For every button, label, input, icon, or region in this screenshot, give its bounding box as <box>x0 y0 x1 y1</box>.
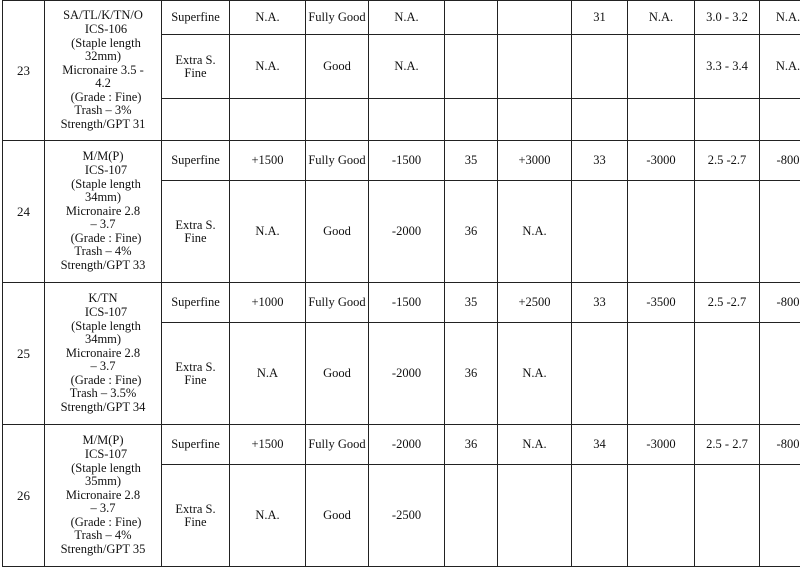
variety-description-cell <box>45 425 162 567</box>
variety-line: 32mm) <box>47 50 159 64</box>
variety-line: (Grade : Fine) <box>47 516 159 530</box>
value-cell-c10 <box>695 465 760 567</box>
variety-line: (Grade : Fine) <box>47 91 159 105</box>
variety-line: Strength/GPT 34 <box>47 401 159 415</box>
variety-line: (Staple length <box>47 37 159 51</box>
value-cell-c6 <box>445 465 498 567</box>
value-cell-c8: 34 <box>572 425 628 465</box>
value-cell-c10: 3.3 - 3.4 <box>695 35 760 99</box>
value-cell-c4: Fully Good <box>306 283 369 323</box>
value-cell-c10: 2.5 -2.7 <box>695 141 760 181</box>
variety-line: ICS-107 <box>47 164 159 178</box>
value-cell-c3: N.A. <box>230 1 306 35</box>
value-cell-c4: Good <box>306 35 369 99</box>
value-cell-c11 <box>760 99 800 141</box>
grade-cell: Extra S. Fine <box>162 181 230 283</box>
value-cell-c7: N.A. <box>498 181 572 283</box>
variety-description-cell <box>45 283 162 425</box>
grade-cell: Superfine <box>162 425 230 465</box>
value-cell-c3 <box>230 99 306 141</box>
value-cell-c4: Fully Good <box>306 141 369 181</box>
value-cell-c7: +2500 <box>498 283 572 323</box>
value-cell-c7: N.A. <box>498 323 572 425</box>
value-cell-c7 <box>498 1 572 35</box>
value-cell-c6 <box>445 99 498 141</box>
value-cell-c4: Good <box>306 323 369 425</box>
value-cell-c5: N.A. <box>369 35 445 99</box>
value-cell-c8 <box>572 35 628 99</box>
variety-line: Trash – 3.5% <box>47 387 159 401</box>
grade-cell: Extra S. Fine <box>162 35 230 99</box>
variety-line: – 3.7 <box>47 360 159 374</box>
value-cell-c7: +3000 <box>498 141 572 181</box>
variety-line: ICS-107 <box>47 306 159 320</box>
value-cell-c4: Fully Good <box>306 1 369 35</box>
value-cell-c5: -2000 <box>369 323 445 425</box>
value-cell-c9: -3000 <box>628 141 695 181</box>
value-cell-c11: N.A. <box>760 1 800 35</box>
value-cell-c11: -800 <box>760 141 800 181</box>
value-cell-c7 <box>498 465 572 567</box>
variety-line: SA/TL/K/TN/O <box>47 9 159 23</box>
value-cell-c8 <box>572 465 628 567</box>
value-cell-c8: 33 <box>572 141 628 181</box>
variety-line: ICS-106 <box>47 23 159 37</box>
cotton-variety-table <box>2 0 800 567</box>
value-cell-c3: N.A. <box>230 465 306 567</box>
variety-line: Micronaire 2.8 <box>47 205 159 219</box>
value-cell-c9 <box>628 99 695 141</box>
value-cell-c3: N.A <box>230 323 306 425</box>
value-cell-c8 <box>572 323 628 425</box>
value-cell-c11 <box>760 323 800 425</box>
value-cell-c6: 35 <box>445 283 498 323</box>
value-cell-c6: 35 <box>445 141 498 181</box>
variety-line: Micronaire 3.5 - <box>47 64 159 78</box>
value-cell-c7: N.A. <box>498 425 572 465</box>
value-cell-c9: N.A. <box>628 1 695 35</box>
value-cell-c10 <box>695 99 760 141</box>
value-cell-c5: -1500 <box>369 283 445 323</box>
serial-number-cell: 23 <box>3 1 45 141</box>
serial-number-cell: 26 <box>3 425 45 567</box>
grade-cell: Superfine <box>162 1 230 35</box>
value-cell-c6 <box>445 35 498 99</box>
value-cell-c10 <box>695 181 760 283</box>
table-row <box>3 141 800 181</box>
value-cell-c7 <box>498 99 572 141</box>
value-cell-c10: 2.5 -2.7 <box>695 283 760 323</box>
value-cell-c9 <box>628 35 695 99</box>
variety-line: Strength/GPT 35 <box>47 543 159 557</box>
value-cell-c9 <box>628 181 695 283</box>
variety-line: 35mm) <box>47 475 159 489</box>
value-cell-c5: -2500 <box>369 465 445 567</box>
value-cell-c4: Fully Good <box>306 425 369 465</box>
value-cell-c3: N.A. <box>230 181 306 283</box>
value-cell-c6: 36 <box>445 323 498 425</box>
value-cell-c5: N.A. <box>369 1 445 35</box>
value-cell-c9: -3500 <box>628 283 695 323</box>
value-cell-c11 <box>760 465 800 567</box>
grade-cell <box>162 99 230 141</box>
table-row <box>3 283 800 323</box>
value-cell-c8 <box>572 181 628 283</box>
serial-number-cell: 25 <box>3 283 45 425</box>
variety-line: M/M(P) <box>47 434 159 448</box>
value-cell-c5: -2000 <box>369 181 445 283</box>
variety-line: Micronaire 2.8 <box>47 489 159 503</box>
variety-line: (Grade : Fine) <box>47 232 159 246</box>
value-cell-c11: -800 <box>760 283 800 323</box>
variety-line: ICS-107 <box>47 448 159 462</box>
value-cell-c6: 36 <box>445 425 498 465</box>
value-cell-c3: +1500 <box>230 425 306 465</box>
value-cell-c9 <box>628 465 695 567</box>
value-cell-c4: Good <box>306 465 369 567</box>
table-row <box>3 1 800 35</box>
variety-line: 4.2 <box>47 77 159 91</box>
variety-description-cell <box>45 141 162 283</box>
value-cell-c9: -3000 <box>628 425 695 465</box>
variety-description-cell <box>45 1 162 141</box>
grade-cell: Extra S. Fine <box>162 465 230 567</box>
variety-line: (Staple length <box>47 178 159 192</box>
value-cell-c5 <box>369 99 445 141</box>
variety-line: (Staple length <box>47 462 159 476</box>
variety-line: 34mm) <box>47 333 159 347</box>
value-cell-c7 <box>498 35 572 99</box>
grade-cell: Extra S. Fine <box>162 323 230 425</box>
value-cell-c5: -1500 <box>369 141 445 181</box>
value-cell-c11: N.A. <box>760 35 800 99</box>
variety-line: – 3.7 <box>47 502 159 516</box>
variety-line: Trash – 4% <box>47 245 159 259</box>
value-cell-c4 <box>306 99 369 141</box>
grade-cell: Superfine <box>162 141 230 181</box>
variety-line: 34mm) <box>47 191 159 205</box>
variety-line: Trash – 4% <box>47 529 159 543</box>
value-cell-c10: 3.0 - 3.2 <box>695 1 760 35</box>
value-cell-c3: +1000 <box>230 283 306 323</box>
value-cell-c8 <box>572 99 628 141</box>
variety-line: (Grade : Fine) <box>47 374 159 388</box>
value-cell-c10 <box>695 323 760 425</box>
grade-cell: Superfine <box>162 283 230 323</box>
serial-number-cell: 24 <box>3 141 45 283</box>
value-cell-c6: 36 <box>445 181 498 283</box>
variety-line: Micronaire 2.8 <box>47 347 159 361</box>
variety-line: – 3.7 <box>47 218 159 232</box>
value-cell-c8: 31 <box>572 1 628 35</box>
value-cell-c4: Good <box>306 181 369 283</box>
value-cell-c3: N.A. <box>230 35 306 99</box>
value-cell-c3: +1500 <box>230 141 306 181</box>
variety-line: M/M(P) <box>47 150 159 164</box>
value-cell-c11 <box>760 181 800 283</box>
variety-line: K/TN <box>47 292 159 306</box>
value-cell-c6 <box>445 1 498 35</box>
variety-line: Strength/GPT 33 <box>47 259 159 273</box>
variety-line: Trash – 3% <box>47 104 159 118</box>
variety-line: (Staple length <box>47 320 159 334</box>
value-cell-c11: -800 <box>760 425 800 465</box>
variety-line: Strength/GPT 31 <box>47 118 159 132</box>
table-row <box>3 425 800 465</box>
value-cell-c9 <box>628 323 695 425</box>
value-cell-c5: -2000 <box>369 425 445 465</box>
value-cell-c10: 2.5 - 2.7 <box>695 425 760 465</box>
value-cell-c8: 33 <box>572 283 628 323</box>
